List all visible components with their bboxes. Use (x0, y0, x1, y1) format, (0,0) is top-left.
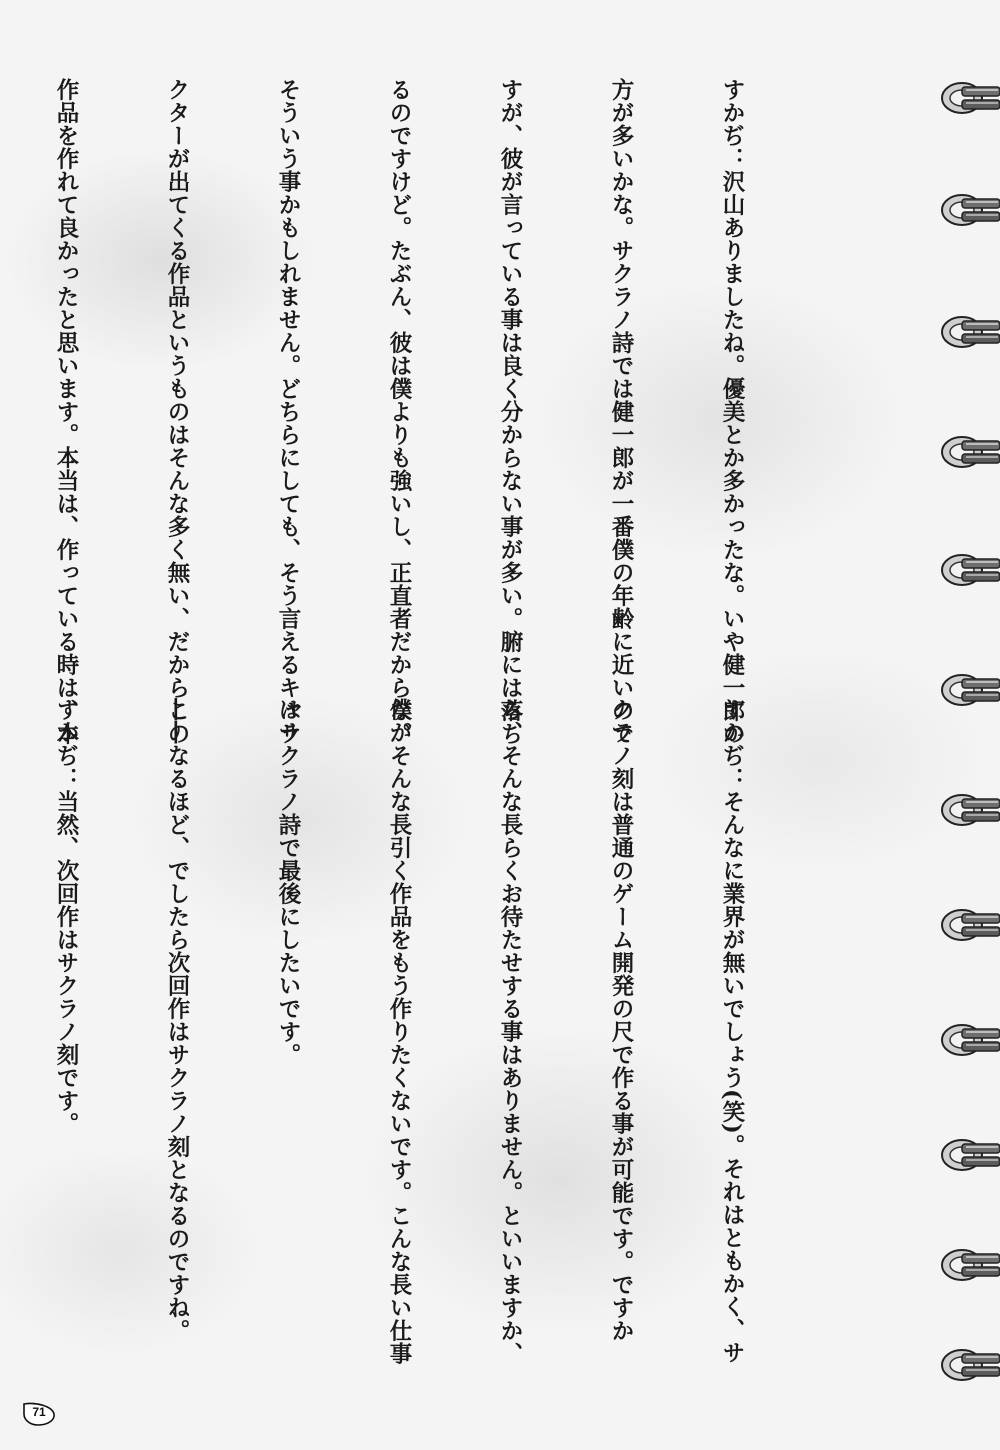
text-line: 僕がそんな長引く作品をもう作りたくないです。こんな長い仕事 (386, 698, 412, 1365)
text-line: そういう事かもしれません。どちらにしても、そう言えるキャラ (275, 78, 301, 745)
page-number-badge (22, 1402, 56, 1426)
binding-ring-icon (936, 432, 1000, 472)
interview-column-upper (34, 78, 824, 745)
text-line: すかぢ：沢山ありましたね。優美とか多かったな。いや健一郎の (719, 78, 745, 745)
binding-ring-icon (936, 1020, 1000, 1060)
text-line: 作品を作れて良かったと思います。本当は、作っている時は、本 (53, 78, 79, 745)
text-line: クラノ刻は普通のゲーム開発の尺で作る事が可能です。ですか (608, 698, 634, 1342)
binding-ring-icon (936, 1135, 1000, 1175)
text-line: すかぢ：当然、次回作はサクラノ刻です。 (53, 698, 79, 1135)
page-number: 71 (32, 1405, 46, 1419)
text-line: クターが出てくる作品というものはそんな多く無い、だからこの (164, 78, 190, 745)
text-line: はサクラノ詩で最後にしたいです。 (275, 698, 301, 1066)
binding-ring-icon (936, 905, 1000, 945)
text-line: ら、そんな長らくお待たせする事はありません。といいますか、 (497, 698, 523, 1365)
text-line: すが、彼が言っている事は良く分からない事が多い。腑には落ち (497, 78, 523, 745)
binding-ring-icon (936, 670, 1000, 710)
binding-ring-icon (936, 790, 1000, 830)
binding-ring-icon (936, 78, 1000, 118)
spiral-binding (920, 0, 1000, 1450)
binding-ring-icon (936, 1345, 1000, 1385)
binding-ring-icon (936, 190, 1000, 230)
text-line: 方が多いかな。サクラノ詩では健一郎が一番僕の年齢に近いので (608, 78, 634, 745)
binding-ring-icon (936, 550, 1000, 590)
binding-ring-icon (936, 312, 1000, 352)
interview-column-lower (53, 698, 824, 1365)
binding-ring-icon (936, 1245, 1000, 1285)
text-line: ――なるほど、でしたら次回作はサクラノ刻となるのですね。 (164, 698, 190, 1342)
text-line: るのですけど。たぶん、彼は僕よりも強いし、正直者だからな。 (386, 78, 412, 745)
text-line: すかぢ：そんなに業界が無いでしょう(笑)。それはともかく、サ (719, 698, 745, 1365)
